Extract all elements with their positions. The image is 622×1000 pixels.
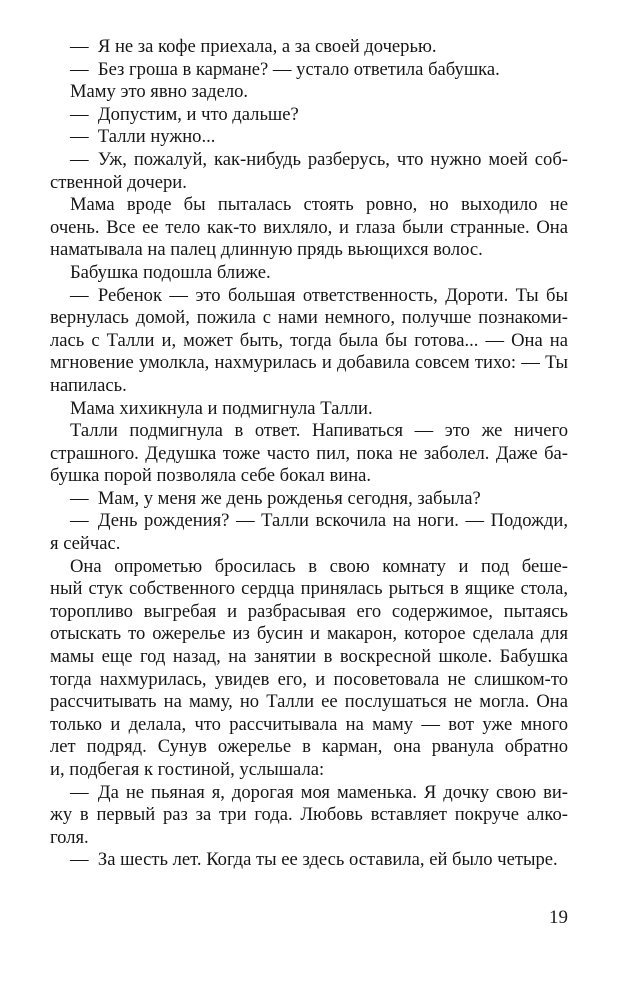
text-line: мгновение умолкла, нахмурилась и добавила совсем тихо: — Ты xyxy=(50,352,568,374)
text-line: Мама хихикнула и подмигнула Талли. xyxy=(70,397,373,419)
page-number: 19 xyxy=(549,907,568,928)
text-line: голя. xyxy=(50,826,89,848)
text-line: наматывала на палец длинную прядь вьющихся волос. xyxy=(50,239,483,261)
text-line: торопливо выгребая и разбрасывая его содержимое, пытаясь xyxy=(50,600,568,622)
text-line: лет подряд. Сунув ожерелье в карман, она рванула обратно xyxy=(50,736,568,758)
text-line: — За шесть лет. Когда ты ее здесь оставила, ей было четыре. xyxy=(70,849,558,871)
text-line: Бабушка подошла ближе. xyxy=(70,261,271,283)
text-line: вернулась домой, пожила с нами немного, получше познакоми- xyxy=(50,307,568,329)
text-line: только и делала, что рассчитывала на маму — вот уже много xyxy=(50,713,568,735)
text-line: — Мам, у меня же день рожденья сегодня, забыла? xyxy=(70,487,481,509)
text-line: — Да не пьяная я, дорогая моя маменька. Я дочку свою ви- xyxy=(70,781,568,803)
text-line: напилась. xyxy=(50,374,127,396)
text-line: — Я не за кофе приехала, а за своей дочерью. xyxy=(70,36,437,57)
text-line: — День рождения? — Талли вскочила на ноги. — Подожди, xyxy=(70,510,568,532)
text-line: страшного. Дедушка тоже часто пил, пока не заболел. Даже ба- xyxy=(50,442,568,464)
text-line: — Без гроша в кармане? — устало ответила бабушка. xyxy=(70,58,500,80)
text-line: ственной дочери. xyxy=(50,171,187,193)
text-line: Маму это явно задело. xyxy=(70,81,249,103)
text-line: — Ребенок — это большая ответственность, Дороти. Ты бы xyxy=(70,284,568,306)
text-line: бушка порой позволяла себе бокал вина. xyxy=(50,465,372,487)
text-line: лась с Талли и, может быть, тогда была бы готова... — Она на xyxy=(50,329,568,351)
text-line: Она опрометью бросилась в свою комнату и под беше- xyxy=(70,555,568,577)
text-line: рассчитывать на маму, но Талли ее послушаться не могла. Она xyxy=(50,691,568,713)
text-line: ный стук собственного сердца принялась рыться в ящике стола, xyxy=(50,578,568,600)
text-line: Мама вроде бы пыталась стоять ровно, но выходило не xyxy=(70,194,568,216)
page-text xyxy=(50,36,568,872)
text-line: и, подбегая к гостиной, услышала: xyxy=(50,759,325,780)
text-line: очень. Все ее тело как-то вихляло, и глаза были странные. Она xyxy=(50,216,568,238)
text-line: — Допустим, и что дальше? xyxy=(70,103,299,125)
text-line: Талли подмигнула в ответ. Напиваться — это же ничего xyxy=(70,420,568,442)
text-line: жу в первый раз за три года. Любовь вставляет покруче алко- xyxy=(50,804,568,826)
text-line: я сейчас. xyxy=(50,533,121,555)
text-line: — Уж, пожалуй, как-нибудь разберусь, что нужно моей соб- xyxy=(70,148,568,170)
text-line: — Талли нужно... xyxy=(70,126,216,148)
text-line: тогда нахмурилась, увидев его, и посоветовала не слишком-то xyxy=(50,668,568,690)
text-line: мамы еще год назад, на занятии в воскресной школе. Бабушка xyxy=(50,646,568,668)
text-line: отыскать то ожерелье из бусин и макарон, которое сделала для xyxy=(50,623,568,645)
